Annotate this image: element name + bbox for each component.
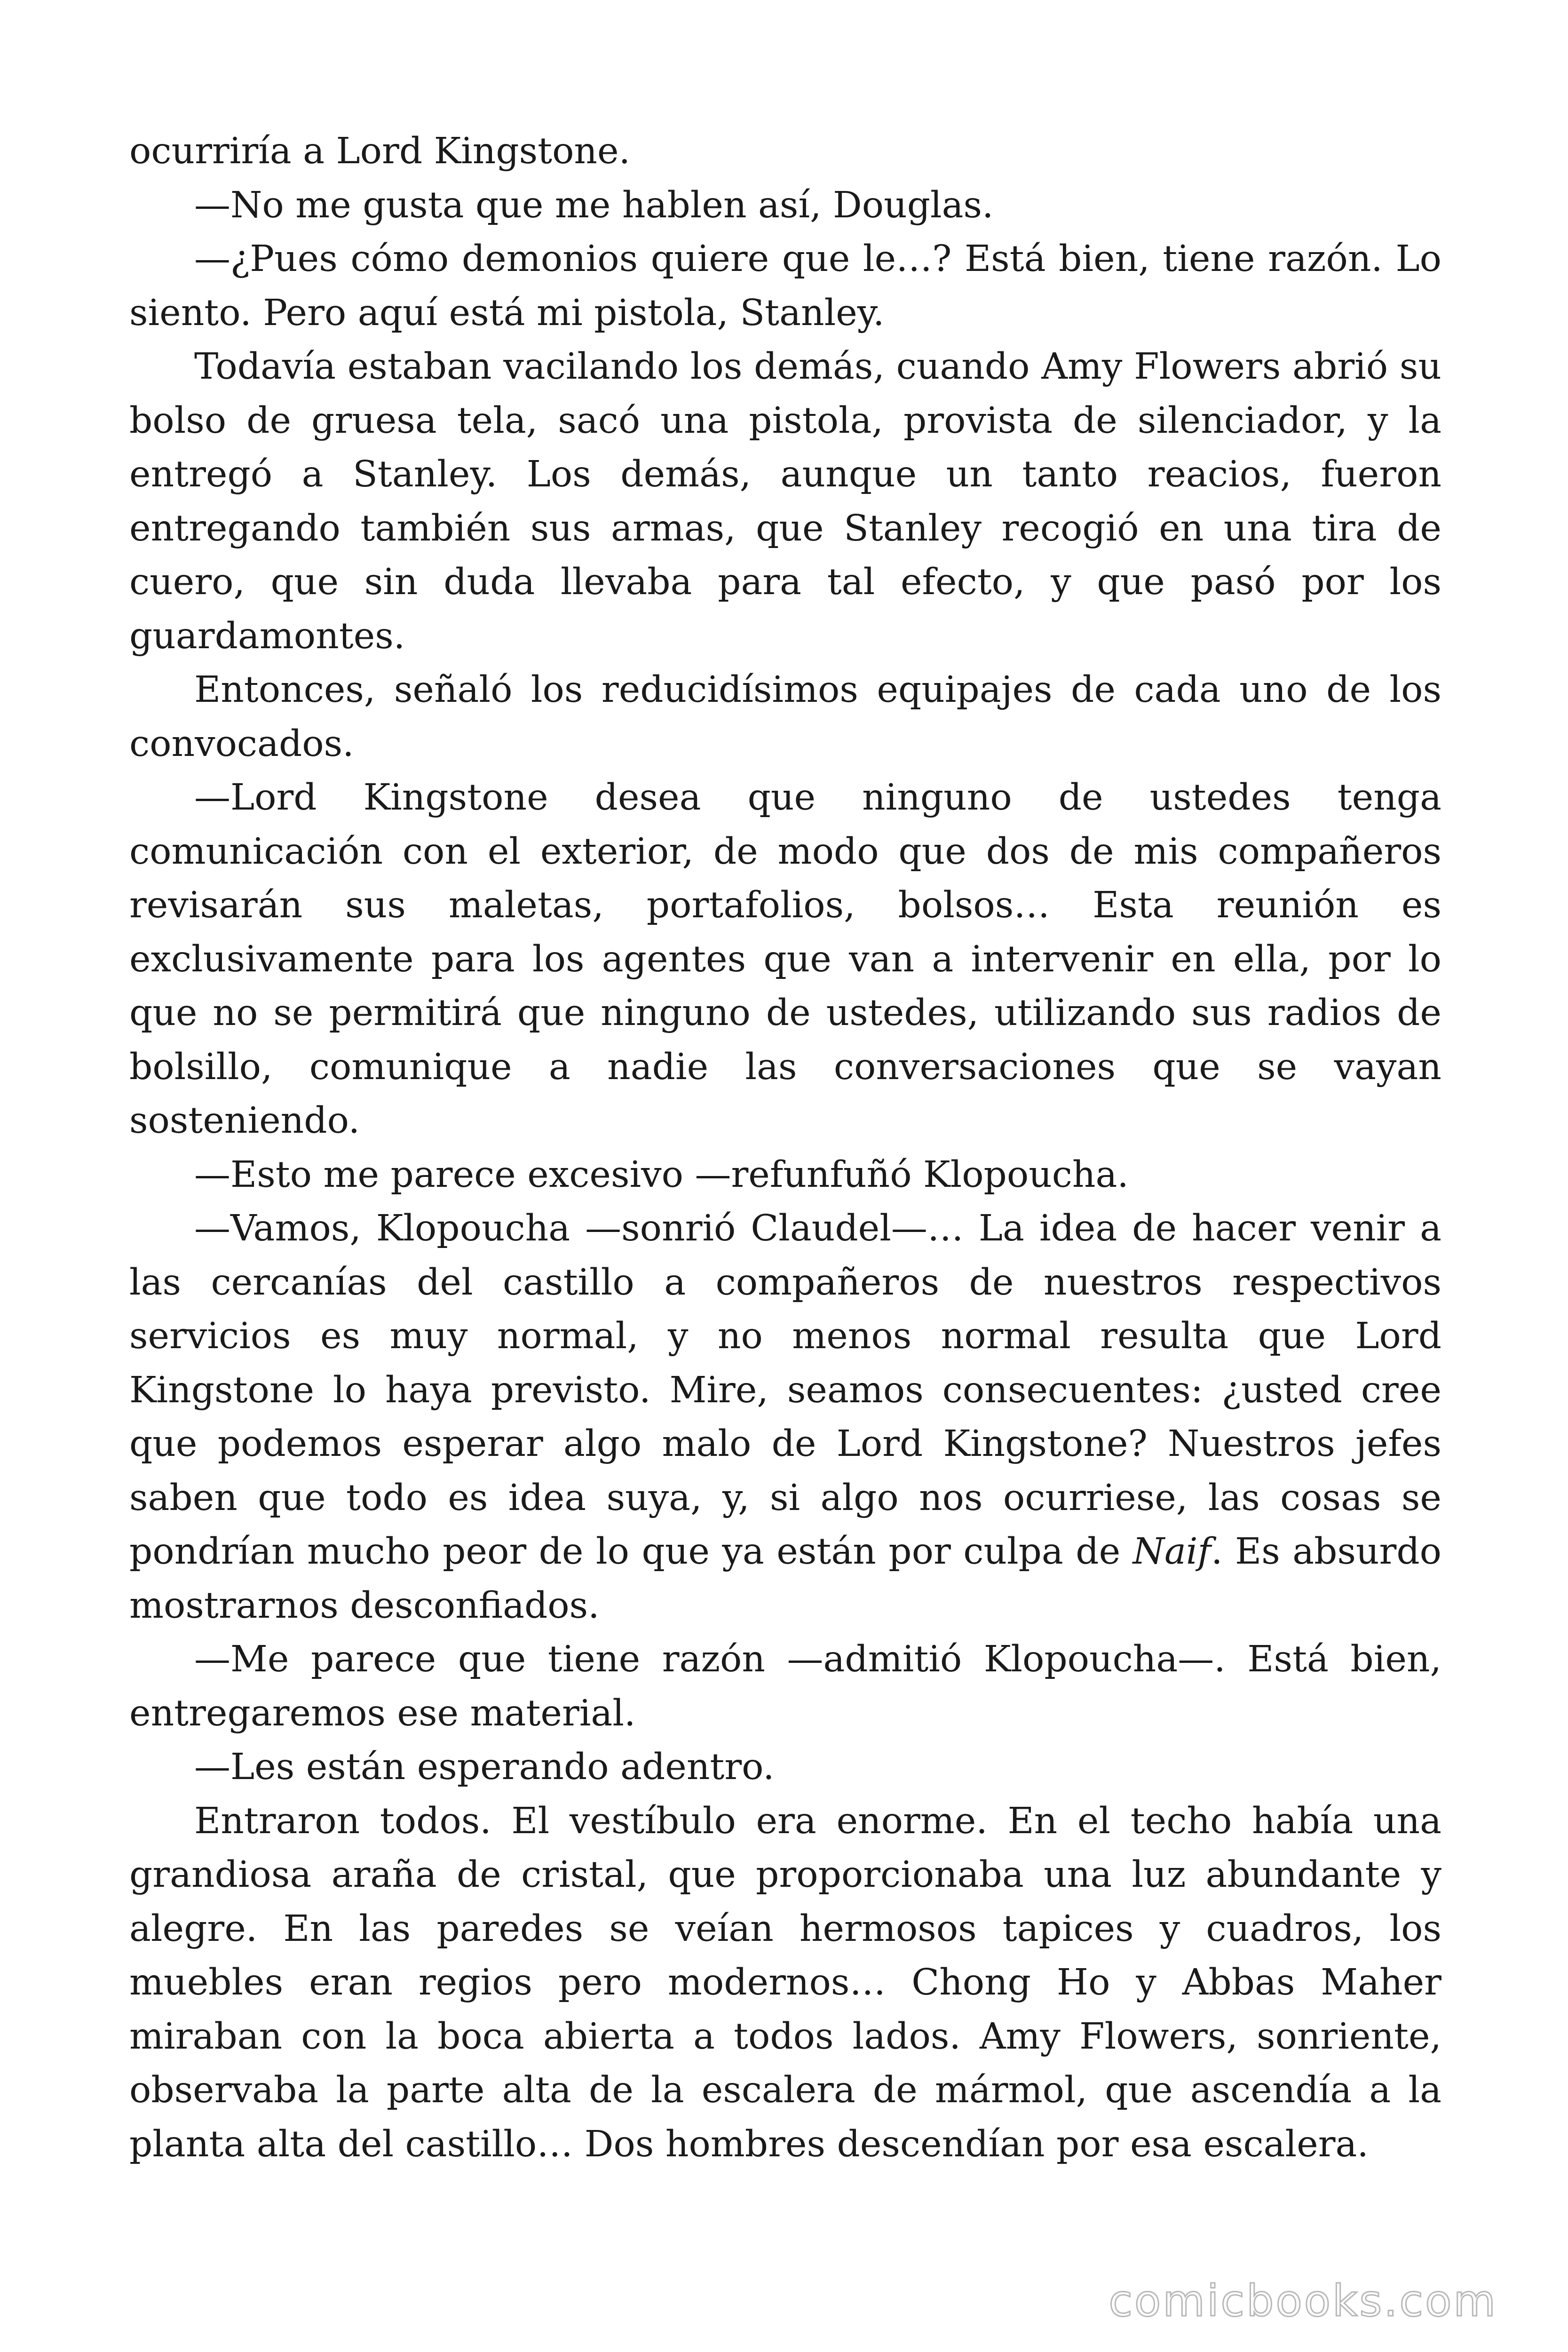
paragraph: Entraron todos. El vestíbulo era enorme. En el techo había una grandiosa araña de cristal, que proporcionaba una luz abundante y alegre. En las paredes se veían hermosos tapices y cuadros, los muebles eran regios pero modernos… Chong Ho y Abbas Maher miraban con la boca abierta a todos lados. Amy Flowers, sonriente, observaba la parte alta de la escalera de mármol, que ascendía a la planta alta del castillo… Dos hombres descendían por esa escalera. [129,1800,1441,2165]
paragraph: —No me gusta que me hablen así, Douglas. [194,184,994,226]
paragraph: —Les están esperando adentro. [194,1746,775,1788]
paragraph: Todavía estaban vacilando los demás, cuando Amy Flowers abrió su bolso de gruesa tela, sacó una pistola, provista de silenciador, y la entregó a Stanley. Los demás, aunque un tanto reacios, fueron entregando también sus armas, que Stanley recogió en una tira de cuero, que sin duda llevaba para tal efecto, y que pasó por los guardamontes. [129,346,1441,657]
paragraph-text: —Vamos, Klopoucha —sonrió Claudel—… La idea de hacer venir a las cercanías del castillo a compañeros de nuestros respectivos servicios es muy normal, y no menos normal resulta que Lord Kingstone lo haya previsto. Mire, seamos consecuentes: ¿usted cree que podemos esperar algo malo de Lord Kingstone? Nuestros jefes saben que todo es idea suya, y, si algo nos ocurriese, las cosas se pondrían mucho peor de lo que ya están por culpa de [129,1208,1441,1573]
page-body [129,125,1441,2171]
paragraph [129,1202,1441,1633]
paragraph: —Esto me parece excesivo —refunfuñó Klopoucha. [194,1153,1129,1196]
paragraph: Entonces, señaló los reducidísimos equipajes de cada uno de los convocados. [129,669,1441,765]
italic-title: Naif [1132,1531,1212,1573]
paragraph: —Lord Kingstone desea que ninguno de ustedes tenga comunicación con el exterior, de modo que dos de mis compañeros revisarán sus maletas, portafolios, bolsos… Esta reunión es exclusivamente para los agentes que van a intervenir en ella, por lo que no se permitirá que ninguno de ustedes, utilizando sus radios de bolsillo, comunique a nadie las conversaciones que se vayan sosteniendo. [129,777,1441,1142]
paragraph-text: . Es absurdo mostrarnos desconfiados. [129,1531,1442,1627]
paragraph: —Me parece que tiene razón —admitió Klopoucha—. Está bien, entregaremos ese material. [129,1638,1441,1734]
paragraph: ocurriría a Lord Kingstone. [129,130,631,172]
paragraph: —¿Pues cómo demonios quiere que le…? Está bien, tiene razón. Lo siento. Pero aquí está mi pistola, Stanley. [129,238,1441,334]
watermark: comicbooks.com [1109,2276,1497,2326]
